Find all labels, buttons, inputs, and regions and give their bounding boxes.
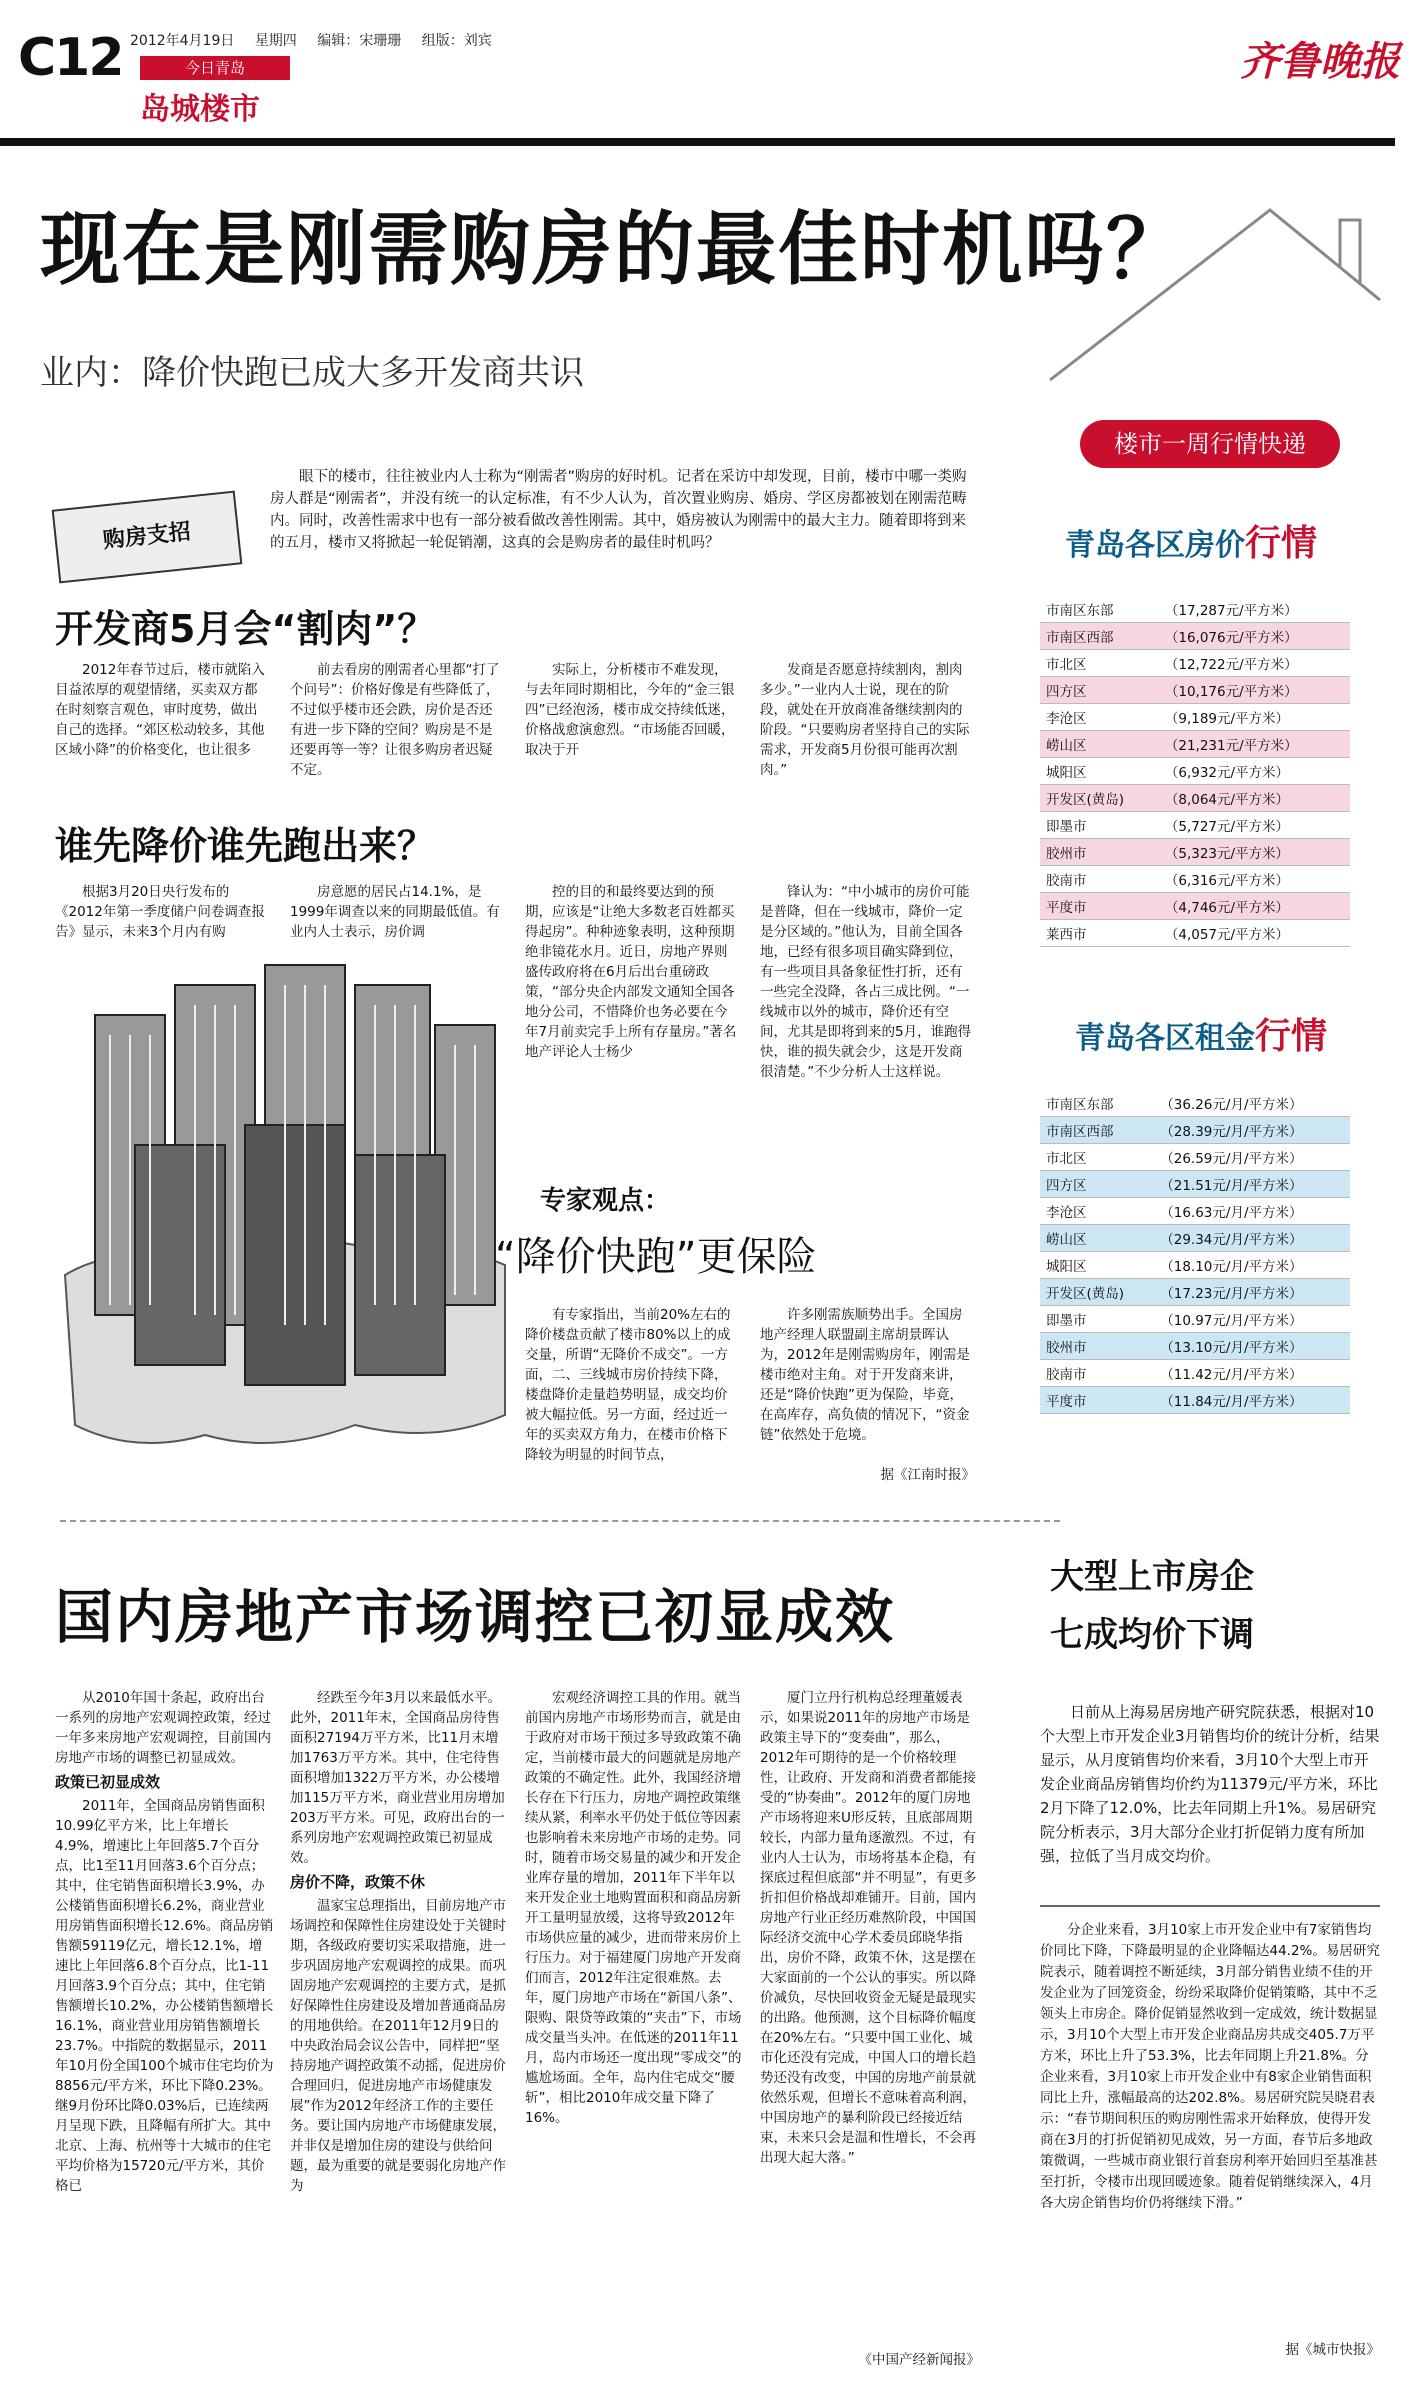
table-row: 即墨市 （10.97元/月/平方米）: [1040, 1306, 1350, 1333]
section3-col2: [290, 1688, 510, 2378]
issue-editor: 编辑：宋珊珊: [317, 33, 402, 49]
section3-col4: 厦门立丹行机构总经理董媛表示，如果说2011年的房地产市场是政策主导下的“变奏曲”，那么，2012年可期待的是一个价格较理性，让政府、开发商和消费者都能接受的“协奏曲”。2012年的厦门房地产市场将迎来U形反转，且底部周期较长，内部力量角逐激烈。不过，有业内人士认为，市场将基本企稳，有探底过程但底部“并不明显”，有更多折扣但价格战却难铺开。目前，国内房地产行业正经历难熬阶段，中国国际经济交流中心学术委员邱晓华指出，房价不降，政策不休，这是摆在大家面前的一个公认的事实。所以降价减负，尽快回收资金无疑是最现实的出路。他预测，这个目标降价幅度在20%左右。“只要中国工业化、城市化还没有完成，中国人口的增长趋势还没有改变，中国的房地产前景就依然乐观，但增长不意味着高利润，中国房地产的暴利阶段已经接近结束，未来只会是温和性增长，不会再出现大起大落。”: [760, 1690, 977, 2166]
expert-credit: 据《江南时报》: [880, 1467, 975, 1483]
expert-col1: 有专家指出，当前20%左右的降价楼盘贡献了楼市80%以上的成交量，所谓“无降价不成交”。一方面，二、三线城市房价持续下降，楼盘降价走量趋势明显，成交均价被大幅拉低。另一方面，经过近一年的买卖双方角力，在楼市价格下降较为明显的时间节点，: [525, 1307, 731, 1463]
expert-col2: 许多刚需族顺势出手。全国房地产经理人联盟副主席胡景晖认为，2012年是刚需购房年，刚需是楼市绝对主角。对于开发商来讲，还是“降价快跑”更为保险，毕竟，在高库存，高负债的情况下，“资金链”依然处于危境。: [760, 1307, 970, 1443]
price-table-title-accent: 行情: [1245, 523, 1318, 564]
table-row: 四方区 （10,176元/平方米）: [1040, 677, 1350, 704]
section-tab-small: 今日青岛: [140, 56, 290, 80]
issue-meta: [130, 30, 508, 50]
section1-title: 开发商5月会“割肉”？: [55, 607, 436, 651]
section1-col1: 2012年春节过后，楼市就陷入目益浓厚的观望情绪，买卖双方都在时刻察言观色，审时度势，做出自己的选择。“郊区松动较多，其他区域小降”的价格变化，也让很多: [55, 662, 265, 758]
table-row: 李沧区 （16.63元/月/平方米）: [1040, 1198, 1350, 1225]
issue-layout: 组版：刘宾: [421, 33, 492, 49]
expert-title: “降价快跑”更保险: [495, 1234, 817, 1280]
main-headline: 现在是刚需购房的最佳时机吗？: [40, 203, 1188, 296]
section1-col3: 实际上，分析楼市不难发现，与去年同时期相比，今年的“金三银四”已经泡汤，楼市成交持续低迷，价格战愈演愈烈。“市场能否回暖，取决于开: [525, 662, 735, 758]
section2-title: 谁先降价谁先跑出来？: [55, 824, 436, 868]
expert-label: 专家观点：: [540, 1186, 671, 1216]
section4-credit: 据《城市快报》: [1285, 2342, 1380, 2358]
section3-title: 国内房地产市场调控已初显成效: [55, 1583, 896, 1651]
section3-col2-para: 经跌至今年3月以来最低水平。此外，2011年末，全国商品房待售面积27194万平方米，比11月末增加1763万平方米。其中，住宅待售面积增加1322万平方米，办公楼增加115万平方米，商业营业用房增加203万平方米。可见，政府出台的一系列房地产宏观调控政策已初显成效。: [290, 1690, 505, 1866]
main-subheadline: 业内：降价快跑已成大多开发商共识: [40, 353, 584, 393]
table-row: 崂山区 （21,231元/平方米）: [1040, 731, 1350, 758]
section-tab-big: 岛城楼市: [140, 92, 260, 127]
table-row: 开发区(黄岛) （8,064元/平方米）: [1040, 785, 1350, 812]
price-table-title: [1065, 515, 1317, 566]
section3-col1: [55, 1688, 275, 2378]
section2-col3: 控的目的和最终要达到的预期，应该是“让绝大多数老百姓都买得起房”。种种迹象表明，这种预期绝非镜花水月。近日，房地产界则盛传政府将在6月后出台重磅政策，“部分央企内部发文通知全国各地分公司，不惜降价也务必要在今年7月前卖完手上所有存量房。”著名地产评论人士杨少: [525, 884, 737, 1060]
table-row: 城阳区 （6,932元/平方米）: [1040, 758, 1350, 785]
table-row: 市北区 （26.59元/月/平方米）: [1040, 1144, 1350, 1171]
section2-col4: 锋认为：“中小城市的房价可能是普降，但在一线城市，降价一定是分区域的。”他认为，目前全国各地，已经有很多项目确实降到位，有一些项目具备象征性打折，还有一些完全没降，各占三成比例。“一线城市以外的城市，降价还有空间，尤其是即将到来的5月，谁跑得快，谁的损失就会少，这是开发商很清楚。”不少分析人士这样说。: [760, 884, 972, 1080]
price-table-title-main: 青岛各区房价: [1065, 528, 1245, 563]
issue-date: 2012年4月19日: [130, 33, 235, 49]
table-row: 市南区东部 （36.26元/月/平方米）: [1040, 1090, 1350, 1117]
price-table: [1040, 596, 1350, 947]
section3-col1-body: 2011年，全国商品房销售面积10.99亿平方米，比上年增长4.9%，增速比上年回落5.7个百分点，比1至11月回落3.6个百分点；其中，住宅销售面积增长3.9%，办公楼销售面积增长6.2%，商业营业用房销售面积增长12.6%。商品房销售额59119亿元，增长12.1%，增速比上年回落6.8个百分点，比1-11月回落3.9个百分点；其中，住宅销售额增长10.2%，办公楼销售额增长16.1%，商业营业用房销售额增长23.7%。中指院的数据显示，2011年10月份全国100个城市住宅均价为8856元/平方米，环比下降0.23%。继9月份环比降0.03%后，已连续两月呈现下跌，且降幅有所扩大。其中北京、上海、杭州等十大城市的住宅平均价格为15720元/平方米，其价格已: [55, 1798, 274, 2194]
section4-title-line1: 大型上市房企: [1050, 1557, 1254, 1597]
rent-table-title-accent: 行情: [1255, 1016, 1328, 1057]
masthead-logo: 齐鲁晚报: [1240, 38, 1400, 85]
table-row: 即墨市 （5,727元/平方米）: [1040, 812, 1350, 839]
section3-col2-body: 温家宝总理指出，目前房地产市场调控和保障性住房建设处于关键时期，各级政府要切实采取措施，进一步巩固房地产宏观调控的成果。而巩固房地产宏观调控的主要方式，是抓好保障性住房建设及增加普通商品房的用地供给。在2011年12月9日的中央政治局会议公告中，同样把“坚持房地产调控政策不动摇，促进房价合理回归，促进房地产市场健康发展”作为2012年经济工作的主要任务。要让国内房地产市场健康发展，并非仅是增加住房的建设与供给问题，最为重要的就是要弱化房地产作为: [290, 1898, 506, 2194]
rent-table-title-main: 青岛各区租金: [1075, 1021, 1255, 1056]
section4-lead: 日前从上海易居房地产研究院获悉，根据对10个大型上市开发企业3月销售均价的统计分析，结果显示，从月度销售均价来看，3月10个大型上市开发企业商品房销售均价约为11379元/平方米，环比2月下降了12.0%，比去年同期上升1%。易居研究院分析表示，3月大部分企业打折促销力度有所加强，拉低了当月成交均价。: [1040, 1703, 1380, 1865]
table-row: 城阳区 （18.10元/月/平方米）: [1040, 1252, 1350, 1279]
section4-rule: [1040, 1905, 1380, 1907]
section2-col1: 根据3月20日央行发布的《2012年第一季度储户问卷调查报告》显示，未来3个月内有购: [55, 884, 265, 940]
rent-table: [1040, 1090, 1350, 1414]
table-row: 开发区(黄岛) （17.23元/月/平方米）: [1040, 1279, 1350, 1306]
table-row: 市南区东部 （17,287元/平方米）: [1040, 596, 1350, 623]
section4-body: 分企业来看，3月10家上市开发企业中有7家销售均价同比下降，下降最明显的企业降幅达44.2%。易居研究院表示，随着调控不断延续，3月部分销售业绩不佳的开发企业为了回笼资金，纷纷采取降价促销策略，其中不乏领头上市房企。降价促销显然收到一定成效，统计数据显示，3月10个大型上市开发企业商品房共成交405.7万平方米，环比上升了53.3%，比去年同期上升21.8%。分企业来看，3月10家上市开发企业中有8家企业销售面积同比上升，涨幅最高的达202.8%。易居研究院吴晓君表示：“春节期间积压的购房刚性需求开始释放，使得开发商在3月的打折促销初见成效，另一方面，春节后多地政策微调，一些城市商业银行首套房利率开始回归至基准甚至打折，令楼市出现回暖迹象。随着促销继续深入，4月各大房企销售均价仍将继续下滑。”: [1040, 1922, 1380, 2211]
section4-title-line2: 七成均价下调: [1050, 1615, 1254, 1655]
table-row: 崂山区 （29.34元/月/平方米）: [1040, 1225, 1350, 1252]
section1-col2: 前去看房的刚需者心里都“打了个问号”：价格好像是有些降低了，不过似乎楼市还会跌，房价是否还有进一步下降的空间？购房是不是还要再等一等？让很多购房者迟疑不定。: [290, 662, 500, 778]
issue-weekday: 星期四: [254, 33, 297, 49]
rent-table-title: [1075, 1008, 1327, 1059]
table-row: 四方区 （21.51元/月/平方米）: [1040, 1171, 1350, 1198]
buying-tips-badge: 购房支招: [52, 491, 243, 584]
table-row: 平度市 （4,746元/平方米）: [1040, 893, 1350, 920]
section3-subhead-1: 政策已初显成效: [55, 1773, 161, 1791]
table-row: 平度市 （11.84元/月/平方米）: [1040, 1387, 1350, 1414]
weekly-market-banner: 楼市一周行情快递: [1080, 420, 1340, 468]
section3-subhead-2: 房价不降，政策不休: [290, 1873, 426, 1891]
table-row: 胶南市 （11.42元/月/平方米）: [1040, 1360, 1350, 1387]
section4-title: [1050, 1548, 1254, 1664]
table-row: 莱西市 （4,057元/平方米）: [1040, 920, 1350, 947]
lead-paragraph: 眼下的楼市，往往被业内人士称为“刚需者”购房的好时机。记者在采访中却发现，目前，楼市中哪一类购房人群是“刚需者”，并没有统一的认定标准，有不少人认为，首次置业购房、婚房、学区房都被划在刚需范畴内。同时，改善性需求中也有一部分被看做改善性刚需。其中，婚房被认为刚需中的最大主力。随着即将到来的五月，楼市又将掀起一轮促销潮，这真的会是购房者的最佳时机吗？: [270, 469, 967, 551]
table-row: 市南区西部 （16,076元/平方米）: [1040, 623, 1350, 650]
table-row: 李沧区 （9,189元/平方米）: [1040, 704, 1350, 731]
section3-col3: 宏观经济调控工具的作用。就当前国内房地产市场形势而言，就是由于政府对市场干预过多导致政策不确定，当前楼市最大的问题就是房地产政策的不确定性。此外，我国经济增长存在下行压力，房地产调控政策继续从紧，利率水平仍处于低位等因素也影响着未来房地产市场的走势。同时，随着市场交易量的减少和开发企业库存量的增加，2011年下半年以来开发企业土地购置面积和商品房新开工量明显放缓，这将导致2012年市场供应量的减少，进而带来房价上行压力。对于福建厦门房地产开发商们而言，2012年注定很难熬。去年，厦门房地产市场在“新国八条”、限购、限贷等政策的“夹击”下，市场成交量当头冲。在低迷的2011年11月，岛内市场还一度出现“零成交”的尴尬场面。全年，岛内住宅成交“腰斩”，相比2010年成交量下降了16%。: [525, 1690, 742, 2126]
section1-col4: 发商是否愿意持续割肉，割肉多少。”一业内人士说，现在的阶段，就处在开放商准备继续割肉的阶段。“只要购房者坚持自己的实际需求，开发商5月份很可能再次割肉。”: [760, 662, 970, 778]
table-row: 胶州市 （5,323元/平方米）: [1040, 839, 1350, 866]
skyscrapers-illustration: [55, 945, 515, 1465]
roof-outline-graphic: [1040, 160, 1390, 390]
table-row: 市北区 （12,722元/平方米）: [1040, 650, 1350, 677]
table-row: 胶南市 （6,316元/平方米）: [1040, 866, 1350, 893]
page-number: C12: [18, 28, 123, 88]
section3-col1-para: 从2010年国十条起，政府出台一系列的房地产宏观调控政策，经过一年多来房地产宏观调控，目前国内房地产市场的调整已初显成效。: [55, 1690, 271, 1766]
table-row: 胶州市 （13.10元/月/平方米）: [1040, 1333, 1350, 1360]
section3-credit: 《中国产经新闻报》: [858, 2352, 980, 2368]
header-rule: [0, 138, 1395, 146]
section2-col2: 房意愿的居民占14.1%，是1999年调查以来的同期最低值。有业内人士表示，房价调: [290, 884, 500, 940]
table-row: 市南区西部 （28.39元/月/平方米）: [1040, 1117, 1350, 1144]
section-divider: [60, 1520, 1060, 1522]
